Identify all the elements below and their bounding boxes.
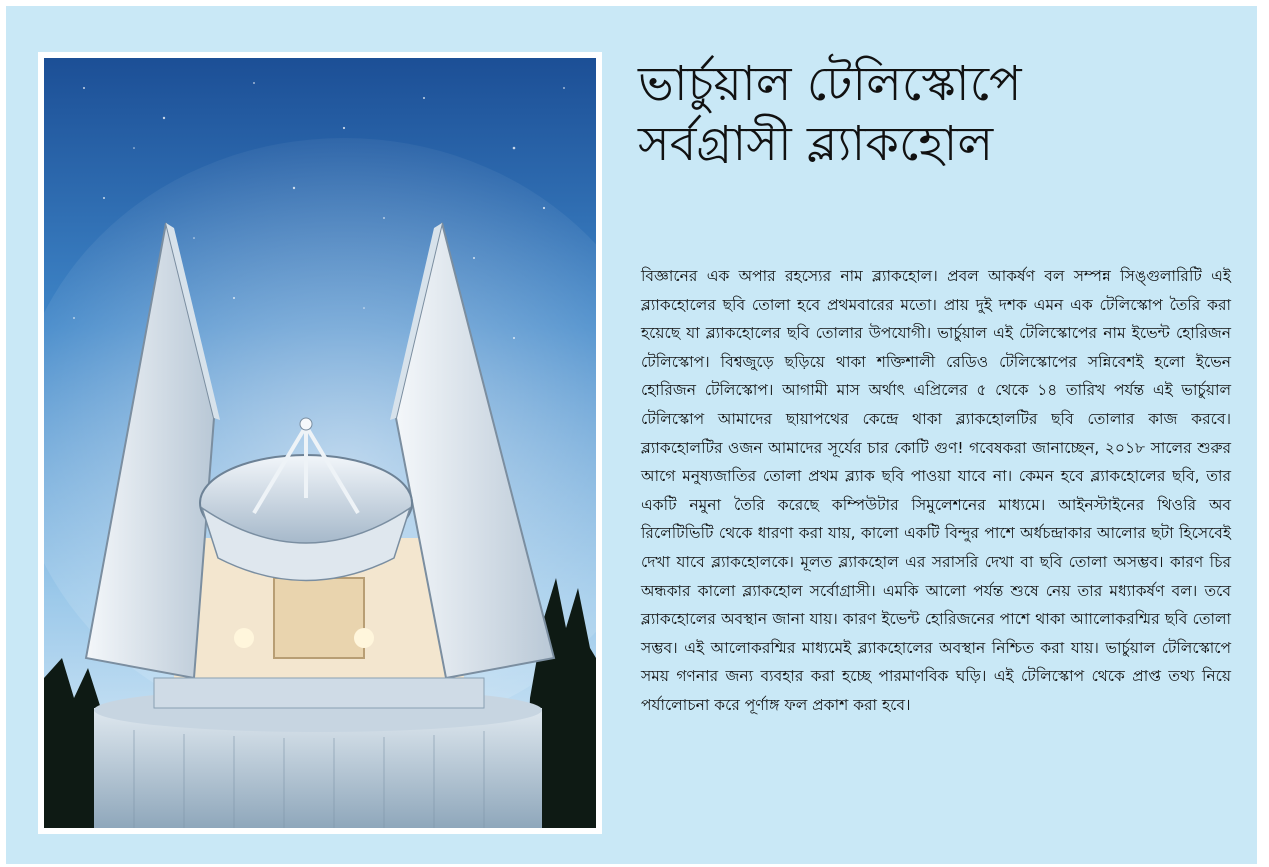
photo-frame <box>38 52 602 834</box>
headline <box>638 54 1238 174</box>
article-panel <box>6 6 1257 864</box>
telescope-illustration <box>44 58 596 828</box>
telescope-photo <box>44 58 596 828</box>
headline-line-1: ভার্চুয়াল টেলিস্কোপে <box>638 56 1022 112</box>
article-body: বিজ্ঞানের এক অপার রহস্যের নাম ব্ল্যাকহোল। প্রবল আকর্ষণ বল সম্পন্ন সিঙ্গুলারিটি এই ব্ল্যাকহোলের ছবি তোলা হবে প্রথমবারের মতো। প্রায় দুই দশক এমন এক টেলিস্কোপ তৈরি করা হয়েছে যা ব্ল্যাকহোলের ছবি তোলার উপযোগী। ভার্চুয়াল এই টেলিস্কোপের নাম ইভেন্ট হোরিজন টেলিস্কোপ। বিশ্বজুড়ে ছড়িয়ে থাকা শক্তিশালী রেডিও টেলিস্কোপের সন্নিবেশই হলো ইভেন হোরিজন টেলিস্কোপ। আগামী মাস অর্থাৎ এপ্রিলের ৫ থেকে ১৪ তারিখ পর্যন্ত এই ভার্চুয়াল টেলিস্কোপ আমাদের ছায়াপথের কেন্দ্রে থাকা ব্ল্যাকহোলটির ছবি তোলার কাজ করবে। ব্ল্যাকহোলটির ওজন আমাদের সূর্যের চার কোটি গুণ! গবেষকরা জানাচ্ছেন, ২০১৮ সালের শুরুর আগে মনুষ্যজাতির তোলা প্রথম ব্ল্যাক ছবি পাওয়া যাবে না। কেমন হবে ব্ল্যাকহোলের ছবি, তার একটি নমুনা তৈরি করেছে কম্পিউটার সিমুলেশনের মাধ্যমে। আইনস্টাইনের থিওরি অব রিলেটিভিটি থেকে ধারণা করা যায়, কালো একটি বিন্দুর পাশে অর্ধচন্দ্রাকার আলোর ছটা হিসেবেই দেখা যাবে ব্ল্যাকহোলকে। মূলত ব্ল্যাকহোল এর সরাসরি দেখা বা ছবি তোলা অসম্ভব। কারণ চির অন্ধকার কালো ব্ল্যাকহোল সর্বোগ্রাসী। এমকি আলো পর্যন্ত শুষে নেয় তার মধ্যাকর্ষণ বল। তবে ব্ল্যাকহোলের অবস্থান জানা যায়। কারণ ইভেন্ট হোরিজনের পাশে থাকা আালোকরশ্মির ছবি তোলা সম্ভব। এই আলোকরশ্মির মাধ্যমেই ব্ল্যাকহোলের অবস্থান নিশ্চিত করা যায়। ভার্চুয়াল টেলিস্কোপে সময় গণনার জন্য ব্যবহার করা হচ্ছে পারমাণবিক ঘড়ি। এই টেলিস্কোপ থেকে প্রাপ্ত তথ্য নিয়ে পর্যালোচনা করে পূর্ণাঙ্গ ফল প্রকাশ করা হবে। <box>641 267 1231 714</box>
headline-line-2: সর্বগ্রাসী ব্ল্যাকহোল <box>638 116 994 172</box>
